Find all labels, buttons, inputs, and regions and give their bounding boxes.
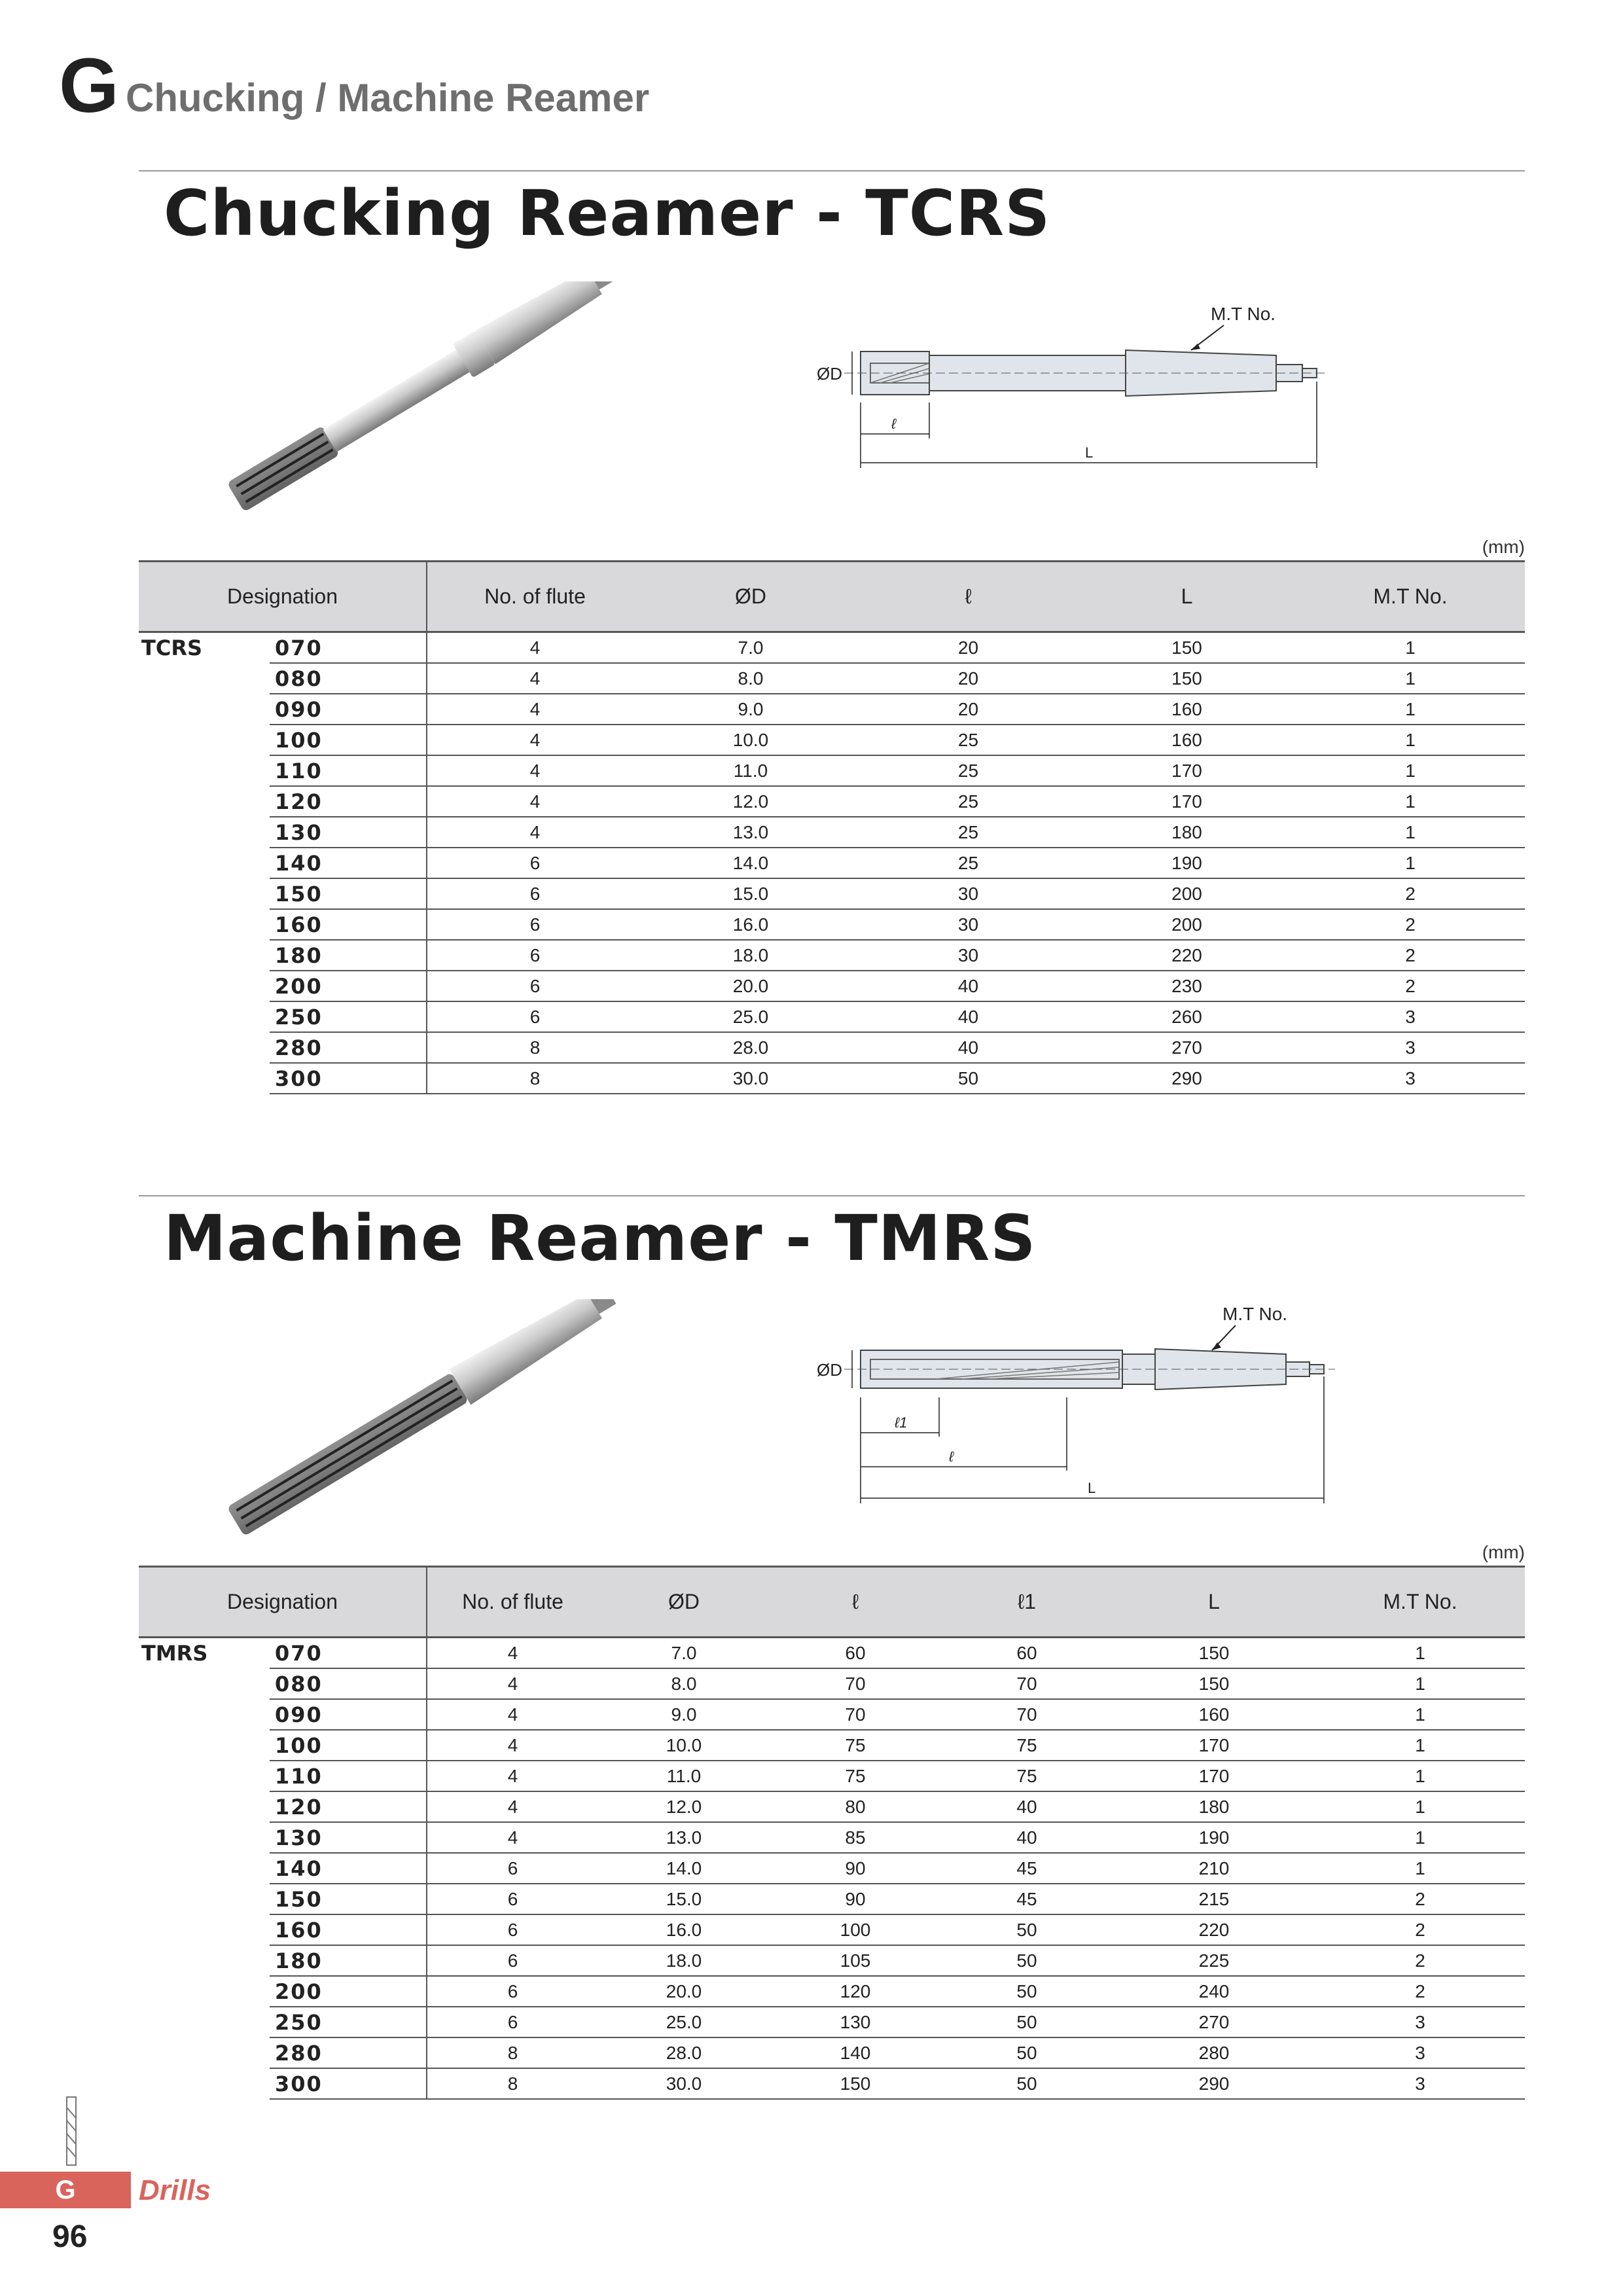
table-cell: 160 xyxy=(1078,694,1296,725)
table-cell: 2 xyxy=(1315,1884,1525,1914)
table-cell: 4 xyxy=(427,663,643,694)
table-cell: 180 xyxy=(1113,1791,1315,1822)
series-cell xyxy=(139,1699,270,1730)
tmrs-reamer-photo xyxy=(209,1299,654,1548)
designation-code: 300 xyxy=(270,1063,427,1094)
mt-label: M.T No. xyxy=(1211,304,1276,324)
table-cell: 280 xyxy=(1113,2037,1315,2068)
table-cell: 18.0 xyxy=(643,940,859,971)
table-cell: 130 xyxy=(770,2007,941,2037)
designation-code: 180 xyxy=(270,940,427,971)
table-cell: 200 xyxy=(1078,878,1296,909)
table-cell: 215 xyxy=(1113,1884,1315,1914)
table-row xyxy=(139,1761,1525,1791)
table-cell: 1 xyxy=(1296,848,1525,878)
tmrs-title: Machine Reamer - TMRS xyxy=(164,1202,1037,1275)
table-cell: 40 xyxy=(941,1822,1113,1853)
mt-label: M.T No. xyxy=(1222,1304,1288,1324)
table-cell: 10.0 xyxy=(643,725,859,755)
table-row xyxy=(139,786,1525,817)
table-cell: 50 xyxy=(941,2007,1113,2037)
table-cell: 75 xyxy=(770,1730,941,1761)
table-row xyxy=(139,1668,1525,1699)
series-cell xyxy=(139,1945,270,1976)
series-cell xyxy=(139,1884,270,1914)
table-cell: 4 xyxy=(427,1761,598,1791)
tcrs-unit: (mm) xyxy=(1482,537,1525,557)
table-cell: 1 xyxy=(1296,786,1525,817)
table-cell: 2 xyxy=(1296,878,1525,909)
table-cell: 20 xyxy=(859,632,1078,664)
od-label: ØD xyxy=(817,364,842,384)
series-cell xyxy=(139,663,270,694)
tcrs-spec-table xyxy=(139,560,1525,1094)
series-cell xyxy=(139,909,270,940)
table-cell: 14.0 xyxy=(643,848,859,878)
col-shank-length: ℓ1 xyxy=(941,1567,1113,1638)
table-cell: 30 xyxy=(859,940,1078,971)
table-row xyxy=(139,1976,1525,2007)
table-cell: 4 xyxy=(427,755,643,786)
table-row xyxy=(139,1638,1525,1669)
table-cell: 9.0 xyxy=(643,694,859,725)
table-row xyxy=(139,1822,1525,1853)
l1-label: ℓ1 xyxy=(895,1414,908,1431)
table-cell: 1 xyxy=(1315,1730,1525,1761)
series-cell xyxy=(139,971,270,1001)
designation-code: 110 xyxy=(270,755,427,786)
table-cell: 45 xyxy=(941,1853,1113,1884)
table-header-row xyxy=(139,562,1525,632)
designation-code: 150 xyxy=(270,878,427,909)
table-cell: 260 xyxy=(1078,1001,1296,1032)
designation-code: 120 xyxy=(270,786,427,817)
designation-code: 300 xyxy=(270,2068,427,2099)
table-cell: 12.0 xyxy=(598,1791,770,1822)
table-cell: 105 xyxy=(770,1945,941,1976)
designation-code: 180 xyxy=(270,1945,427,1976)
designation-code: 200 xyxy=(270,1976,427,2007)
table-row xyxy=(139,1032,1525,1063)
series-cell xyxy=(139,1853,270,1884)
table-cell: 8 xyxy=(427,2068,598,2099)
series-cell xyxy=(139,848,270,878)
designation-code: 090 xyxy=(270,1699,427,1730)
table-cell: 50 xyxy=(941,2037,1113,2068)
series-cell xyxy=(139,1914,270,1945)
table-row xyxy=(139,1914,1525,1945)
table-cell: 2 xyxy=(1315,1914,1525,1945)
series-cell xyxy=(139,1822,270,1853)
table-cell: 2 xyxy=(1296,940,1525,971)
table-row xyxy=(139,1791,1525,1822)
table-cell: 1 xyxy=(1296,725,1525,755)
table-cell: 100 xyxy=(770,1914,941,1945)
tcrs-reamer-drawing xyxy=(805,298,1329,478)
designation-code: 100 xyxy=(270,1730,427,1761)
table-cell: 75 xyxy=(770,1761,941,1791)
table-cell: 270 xyxy=(1078,1032,1296,1063)
designation-code: 280 xyxy=(270,1032,427,1063)
table-cell: 30.0 xyxy=(598,2068,770,2099)
table-cell: 30 xyxy=(859,878,1078,909)
table-row xyxy=(139,632,1525,664)
table-cell: 7.0 xyxy=(598,1638,770,1669)
table-cell: 190 xyxy=(1078,848,1296,878)
table-cell: 2 xyxy=(1296,909,1525,940)
table-cell: 16.0 xyxy=(598,1914,770,1945)
table-cell: 6 xyxy=(427,940,643,971)
table-cell: 8.0 xyxy=(643,663,859,694)
series-cell xyxy=(139,725,270,755)
table-row xyxy=(139,1853,1525,1884)
table-cell: 150 xyxy=(1113,1668,1315,1699)
table-cell: 4 xyxy=(427,1668,598,1699)
series-cell xyxy=(139,1032,270,1063)
table-cell: 6 xyxy=(427,878,643,909)
series-cell xyxy=(139,694,270,725)
section-title: Chucking / Machine Reamer xyxy=(126,76,650,120)
designation-code: 140 xyxy=(270,848,427,878)
table-cell: 10.0 xyxy=(598,1730,770,1761)
col-flutes: No. of flute xyxy=(427,1567,598,1638)
table-cell: 170 xyxy=(1113,1730,1315,1761)
table-cell: 1 xyxy=(1315,1699,1525,1730)
table-cell: 30.0 xyxy=(643,1063,859,1094)
series-cell xyxy=(139,786,270,817)
table-cell: 90 xyxy=(770,1853,941,1884)
table-row xyxy=(139,755,1525,786)
table-row xyxy=(139,1884,1525,1914)
table-cell: 4 xyxy=(427,1638,598,1669)
table-cell: 50 xyxy=(941,1945,1113,1976)
table-row xyxy=(139,2068,1525,2099)
table-cell: 50 xyxy=(941,1976,1113,2007)
designation-code: 130 xyxy=(270,817,427,848)
series-cell xyxy=(139,1063,270,1094)
table-cell: 8.0 xyxy=(598,1668,770,1699)
series-cell: TCRS xyxy=(141,636,202,660)
table-cell: 6 xyxy=(427,971,643,1001)
table-cell: 2 xyxy=(1296,971,1525,1001)
table-cell: 190 xyxy=(1113,1822,1315,1853)
table-cell: 6 xyxy=(427,2007,598,2037)
table-cell: 70 xyxy=(941,1668,1113,1699)
designation-code: 070 xyxy=(270,1638,427,1669)
table-cell: 180 xyxy=(1078,817,1296,848)
designation-code: 080 xyxy=(270,1668,427,1699)
table-cell: 290 xyxy=(1113,2068,1315,2099)
table-cell: 11.0 xyxy=(643,755,859,786)
table-cell: 60 xyxy=(941,1638,1113,1669)
table-cell: 150 xyxy=(1078,632,1296,664)
col-designation: Designation xyxy=(139,562,427,632)
designation-code: 160 xyxy=(270,1914,427,1945)
table-cell: 160 xyxy=(1113,1699,1315,1730)
table-cell: 40 xyxy=(859,1001,1078,1032)
table-cell: 8 xyxy=(427,1032,643,1063)
table-cell: 25 xyxy=(859,725,1078,755)
col-designation: Designation xyxy=(139,1567,427,1638)
table-cell: 4 xyxy=(427,817,643,848)
table-cell: 4 xyxy=(427,1699,598,1730)
table-cell: 4 xyxy=(427,1730,598,1761)
table-cell: 290 xyxy=(1078,1063,1296,1094)
table-cell: 6 xyxy=(427,1884,598,1914)
series-cell xyxy=(139,1668,270,1699)
series-cell xyxy=(139,878,270,909)
designation-code: 080 xyxy=(270,663,427,694)
table-cell: 150 xyxy=(1078,663,1296,694)
table-row xyxy=(139,1945,1525,1976)
table-cell: 15.0 xyxy=(598,1884,770,1914)
table-cell: 3 xyxy=(1296,1001,1525,1032)
table-cell: 25 xyxy=(859,755,1078,786)
table-cell: 1 xyxy=(1296,817,1525,848)
table-cell: 8 xyxy=(427,2037,598,2068)
table-cell: 160 xyxy=(1078,725,1296,755)
table-row xyxy=(139,694,1525,725)
designation-code: 200 xyxy=(270,971,427,1001)
table-row xyxy=(139,1730,1525,1761)
designation-code: 160 xyxy=(270,909,427,940)
table-cell: 1 xyxy=(1315,1853,1525,1884)
table-row xyxy=(139,817,1525,848)
table-cell: 8 xyxy=(427,1063,643,1094)
table-cell: 210 xyxy=(1113,1853,1315,1884)
table-cell: 12.0 xyxy=(643,786,859,817)
table-cell: 225 xyxy=(1113,1945,1315,1976)
table-row xyxy=(139,971,1525,1001)
table-cell: 50 xyxy=(859,1063,1078,1094)
section-letter: G xyxy=(59,43,118,129)
series-cell xyxy=(139,1730,270,1761)
tcrs-title: Chucking Reamer - TCRS xyxy=(164,177,1051,250)
table-cell: 75 xyxy=(941,1730,1113,1761)
designation-code: 110 xyxy=(270,1761,427,1791)
table-cell: 40 xyxy=(941,1791,1113,1822)
table-cell: 11.0 xyxy=(598,1761,770,1791)
table-cell: 25.0 xyxy=(598,2007,770,2037)
table-cell: 28.0 xyxy=(643,1032,859,1063)
col-flute-length: ℓ xyxy=(770,1567,941,1638)
tmrs-unit: (mm) xyxy=(1482,1542,1525,1562)
table-cell: 70 xyxy=(941,1699,1113,1730)
table-header-row xyxy=(139,1567,1525,1638)
designation-code: 140 xyxy=(270,1853,427,1884)
table-cell: 6 xyxy=(427,1914,598,1945)
table-cell: 2 xyxy=(1315,1945,1525,1976)
table-cell: 7.0 xyxy=(643,632,859,664)
table-cell: 270 xyxy=(1113,2007,1315,2037)
tmrs-reamer-drawing xyxy=(805,1299,1342,1509)
designation-code: 280 xyxy=(270,2037,427,2068)
table-cell: 13.0 xyxy=(643,817,859,848)
l-label: ℓ xyxy=(949,1448,954,1465)
table-cell: 170 xyxy=(1113,1761,1315,1791)
table-cell: 70 xyxy=(770,1668,941,1699)
table-cell: 80 xyxy=(770,1791,941,1822)
designation-code: 090 xyxy=(270,694,427,725)
designation-code: 130 xyxy=(270,1822,427,1853)
table-cell: 2 xyxy=(1315,1976,1525,2007)
table-cell: 4 xyxy=(427,1822,598,1853)
table-cell: 240 xyxy=(1113,1976,1315,2007)
table-cell: 18.0 xyxy=(598,1945,770,1976)
table-cell: 9.0 xyxy=(598,1699,770,1730)
L-label: L xyxy=(1085,444,1094,461)
table-cell: 6 xyxy=(427,848,643,878)
table-cell: 6 xyxy=(427,909,643,940)
table-cell: 6 xyxy=(427,1853,598,1884)
table-cell: 6 xyxy=(427,1001,643,1032)
designation-code: 100 xyxy=(270,725,427,755)
table-cell: 4 xyxy=(427,632,643,664)
page-number: 96 xyxy=(52,2219,88,2254)
table-row xyxy=(139,1001,1525,1032)
od-label: ØD xyxy=(817,1360,842,1380)
series-cell xyxy=(139,1791,270,1822)
table-cell: 1 xyxy=(1315,1668,1525,1699)
series-cell xyxy=(139,817,270,848)
table-cell: 170 xyxy=(1078,786,1296,817)
col-mt-no: M.T No. xyxy=(1315,1567,1525,1638)
table-cell: 15.0 xyxy=(643,878,859,909)
table-cell: 200 xyxy=(1078,909,1296,940)
table-cell: 1 xyxy=(1296,663,1525,694)
tmrs-spec-table xyxy=(139,1566,1525,2100)
table-cell: 14.0 xyxy=(598,1853,770,1884)
table-row xyxy=(139,1063,1525,1094)
table-cell: 60 xyxy=(770,1638,941,1669)
series-cell xyxy=(139,1001,270,1032)
table-cell: 4 xyxy=(427,786,643,817)
table-cell: 1 xyxy=(1296,694,1525,725)
divider-tmrs xyxy=(139,1195,1525,1196)
table-cell: 120 xyxy=(770,1976,941,2007)
designation-code: 070 xyxy=(270,632,427,664)
table-cell: 4 xyxy=(427,725,643,755)
series-cell xyxy=(139,755,270,786)
series-cell xyxy=(139,2007,270,2037)
designation-code: 120 xyxy=(270,1791,427,1822)
table-row xyxy=(139,878,1525,909)
table-cell: 150 xyxy=(770,2068,941,2099)
col-diameter: ØD xyxy=(643,562,859,632)
table-cell: 13.0 xyxy=(598,1822,770,1853)
table-cell: 30 xyxy=(859,909,1078,940)
series-cell: TMRS xyxy=(141,1641,208,1666)
table-row xyxy=(139,725,1525,755)
section-tab-label: Drills xyxy=(139,2174,211,2206)
table-cell: 1 xyxy=(1315,1822,1525,1853)
col-overall-length: L xyxy=(1113,1567,1315,1638)
divider-tcrs xyxy=(139,170,1525,171)
table-cell: 1 xyxy=(1315,1761,1525,1791)
table-cell: 1 xyxy=(1315,1791,1525,1822)
col-flutes: No. of flute xyxy=(427,562,643,632)
series-cell xyxy=(139,2037,270,2068)
table-row xyxy=(139,909,1525,940)
section-tab: G xyxy=(0,2172,131,2208)
l-label: ℓ xyxy=(891,416,897,432)
table-cell: 25.0 xyxy=(643,1001,859,1032)
table-cell: 1 xyxy=(1315,1638,1525,1669)
designation-code: 150 xyxy=(270,1884,427,1914)
table-cell: 3 xyxy=(1315,2007,1525,2037)
col-mt-no: M.T No. xyxy=(1296,562,1525,632)
table-cell: 25 xyxy=(859,848,1078,878)
table-cell: 150 xyxy=(1113,1638,1315,1669)
table-cell: 1 xyxy=(1296,755,1525,786)
table-row xyxy=(139,848,1525,878)
col-flute-length: ℓ xyxy=(859,562,1078,632)
table-cell: 25 xyxy=(859,817,1078,848)
table-cell: 3 xyxy=(1296,1032,1525,1063)
drill-icon xyxy=(60,2094,82,2168)
table-cell: 3 xyxy=(1315,2068,1525,2099)
designation-code: 250 xyxy=(270,2007,427,2037)
table-row xyxy=(139,940,1525,971)
table-cell: 170 xyxy=(1078,755,1296,786)
table-cell: 20.0 xyxy=(598,1976,770,2007)
table-cell: 45 xyxy=(941,1884,1113,1914)
table-cell: 20 xyxy=(859,663,1078,694)
tcrs-reamer-photo xyxy=(209,281,654,524)
series-cell xyxy=(139,1761,270,1791)
table-row xyxy=(139,1699,1525,1730)
table-cell: 3 xyxy=(1296,1063,1525,1094)
table-cell: 4 xyxy=(427,1791,598,1822)
table-cell: 220 xyxy=(1078,940,1296,971)
L-label: L xyxy=(1088,1480,1096,1496)
table-cell: 40 xyxy=(859,1032,1078,1063)
table-cell: 16.0 xyxy=(643,909,859,940)
table-cell: 230 xyxy=(1078,971,1296,1001)
table-cell: 4 xyxy=(427,694,643,725)
table-cell: 140 xyxy=(770,2037,941,2068)
table-cell: 20 xyxy=(859,694,1078,725)
table-cell: 20.0 xyxy=(643,971,859,1001)
series-cell xyxy=(139,2068,270,2099)
table-cell: 70 xyxy=(770,1699,941,1730)
table-cell: 50 xyxy=(941,2068,1113,2099)
table-row xyxy=(139,2037,1525,2068)
table-cell: 28.0 xyxy=(598,2037,770,2068)
table-cell: 85 xyxy=(770,1822,941,1853)
table-row xyxy=(139,2007,1525,2037)
designation-code: 250 xyxy=(270,1001,427,1032)
table-cell: 75 xyxy=(941,1761,1113,1791)
table-cell: 40 xyxy=(859,971,1078,1001)
col-diameter: ØD xyxy=(598,1567,770,1638)
table-cell: 3 xyxy=(1315,2037,1525,2068)
table-row xyxy=(139,663,1525,694)
table-cell: 25 xyxy=(859,786,1078,817)
table-cell: 90 xyxy=(770,1884,941,1914)
series-cell xyxy=(139,1976,270,2007)
series-cell xyxy=(139,940,270,971)
table-cell: 50 xyxy=(941,1914,1113,1945)
table-cell: 220 xyxy=(1113,1914,1315,1945)
table-cell: 6 xyxy=(427,1945,598,1976)
col-overall-length: L xyxy=(1078,562,1296,632)
table-cell: 6 xyxy=(427,1976,598,2007)
table-cell: 1 xyxy=(1296,632,1525,664)
